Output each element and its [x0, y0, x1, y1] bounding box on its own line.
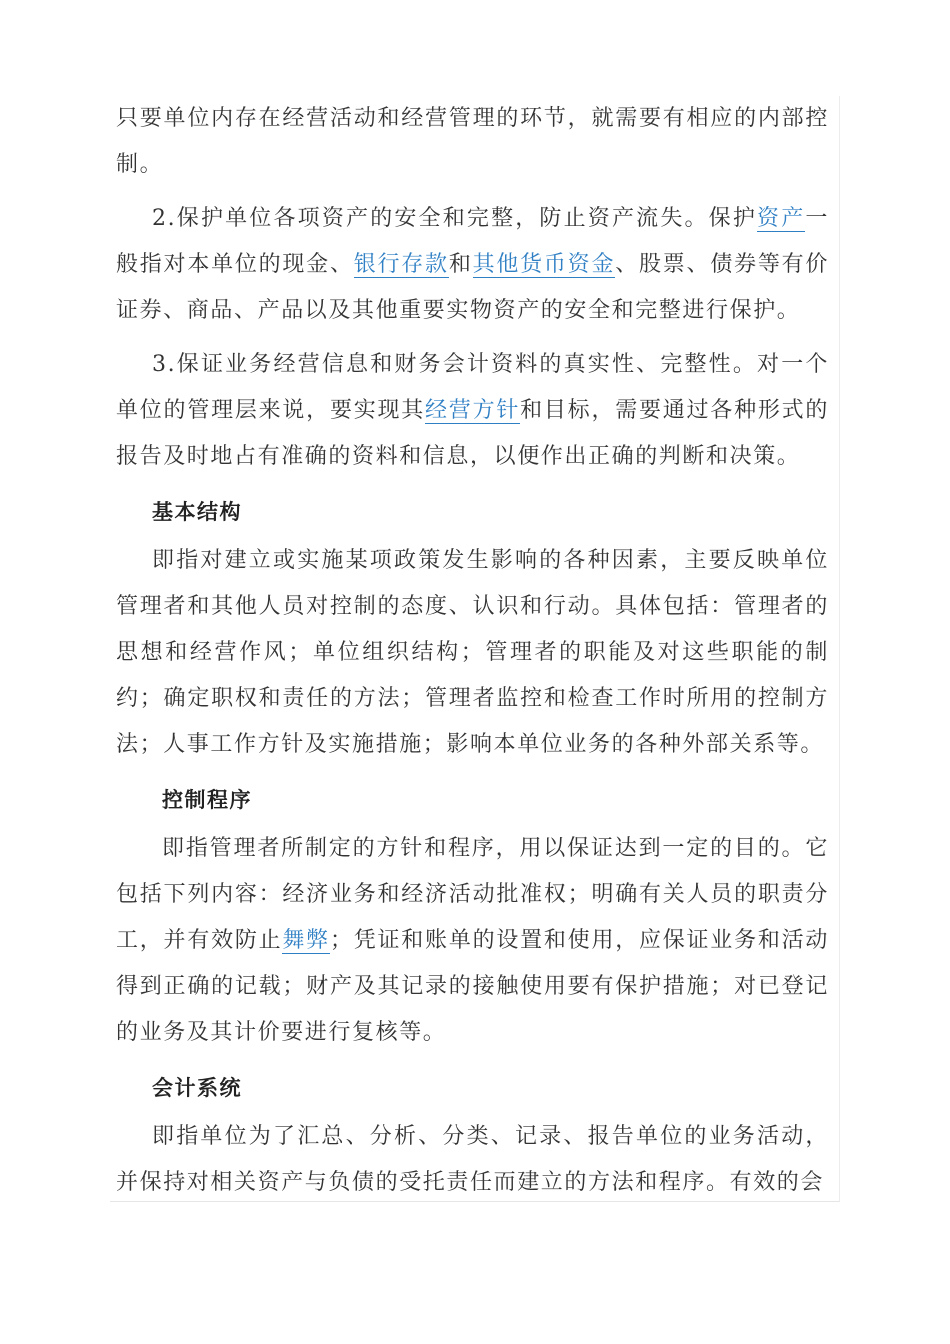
document-page — [110, 96, 840, 1202]
link-fraud[interactable]: 舞弊 — [282, 928, 330, 953]
control-procedure-paragraph: 即指管理者所制定的方针和程序，用以保证达到一定的目的。它包括下列内容：经济业务和经济活动批准权；明确有关人员的职责分工，并有效防止舞弊；凭证和账单的设置和使用，应保证业务和活动得到正确的记载；财产及其记录的接触使用要有保护措施；对已登记的业务及其计价要进行复核等。 — [116, 836, 829, 1045]
heading-accounting-system: 会计系统 — [152, 1076, 242, 1100]
heading-control-procedure: 控制程序 — [162, 788, 252, 812]
basic-structure-paragraph: 即指对建立或实施某项政策发生影响的各种因素，主要反映单位管理者和其他人员对控制的态度、认识和行动。具体包括：管理者的思想和经营作风；单位组织结构；管理者的职能及对这些职能的制约；确定职权和责任的方法；管理者监控和检查工作时所用的控制方法；人事工作方针及实施措施；影响本单位业务的各种外部关系等。 — [116, 548, 829, 757]
link-assets[interactable]: 资产 — [757, 206, 806, 231]
link-bank-deposits[interactable]: 银行存款 — [353, 252, 449, 277]
intro-paragraph: 只要单位内存在经营活动和经营管理的环节，就需要有相应的内部控制。 — [116, 106, 829, 177]
document-content — [110, 96, 839, 1206]
point-2-paragraph: 2.保护单位各项资产的安全和完整，防止资产流失。保护资产一般指对本单位的现金、银行存款和其他货币资金、股票、债券等有价证券、商品、产品以及其他重要实物资产的安全和完整进行保护。 — [116, 206, 830, 323]
point-3-paragraph: 3.保证业务经营信息和财务会计资料的真实性、完整性。对一个单位的管理层来说，要实现其经营方针和目标，需要通过各种形式的报告及时地占有准确的资料和信息，以便作出正确的判断和决策。 — [116, 352, 829, 469]
accounting-system-paragraph: 即指单位为了汇总、分析、分类、记录、报告单位的业务活动，并保持对相关资产与负债的受托责任而建立的方法和程序。有效的会 — [116, 1124, 829, 1195]
link-other-monetary-funds[interactable]: 其他货币资金 — [472, 252, 616, 277]
link-business-policy[interactable]: 经营方针 — [425, 398, 521, 423]
heading-basic-structure: 基本结构 — [152, 500, 242, 524]
